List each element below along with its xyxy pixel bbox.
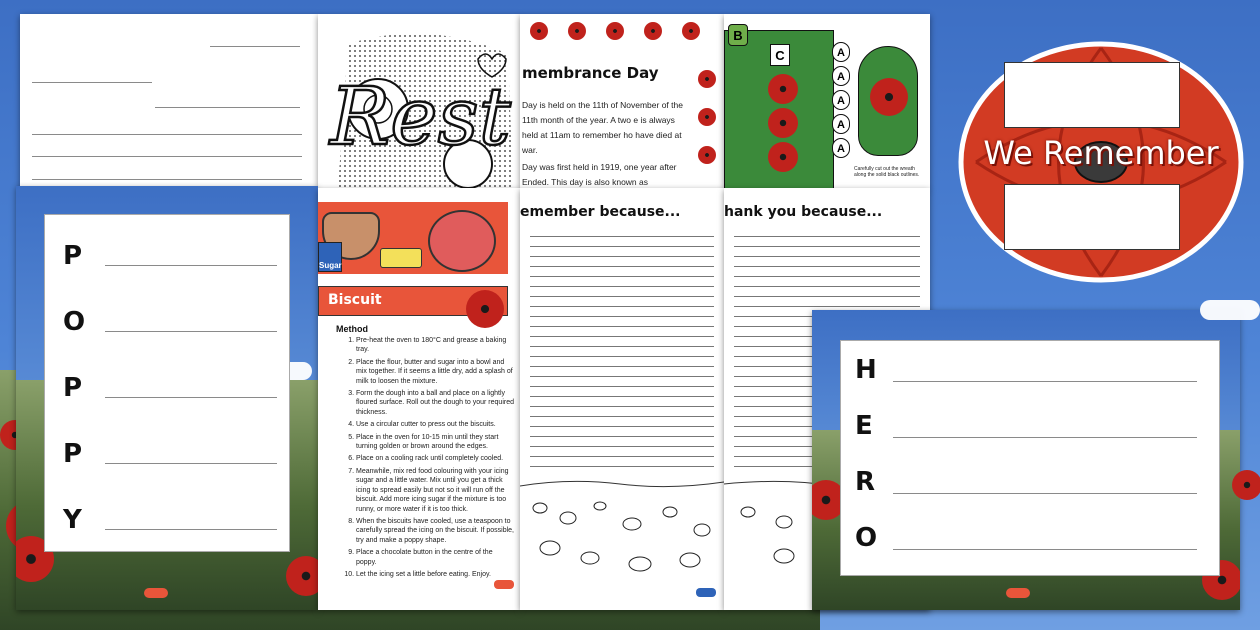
- poppy-acrostic-sheet: [16, 186, 318, 610]
- poppy-icon: [768, 108, 798, 138]
- acrostic-letter: P: [63, 373, 83, 403]
- label-c: C: [770, 44, 790, 66]
- poppy-icon: [870, 78, 908, 116]
- we-remember-poppy-sign: [956, 38, 1246, 286]
- wreath-title: We Remember: [983, 134, 1219, 172]
- acrostic-letter: O: [855, 523, 878, 553]
- acrostic-panel: [840, 340, 1220, 576]
- name-box-bottom: [1004, 184, 1180, 250]
- sugar-bag: Sugar: [318, 242, 342, 272]
- poppy-icon: [530, 22, 548, 40]
- poppy-icon: [606, 22, 624, 40]
- poppy-field-outline-image: [520, 478, 724, 588]
- method-step: 7. Meanwhile, mix red food colouring with your icing sugar and a little water. Mix until you get a thick icing to spread easily but not so it will run off the biscuit. Add more icing sugar if the mixture is too runny, or more water if it is too thick.: [356, 467, 514, 514]
- paragraph-2: Day was first held in 1919, one year after Ended. This day is also known as: [522, 162, 677, 187]
- method-step: 9. Place a chocolate button in the centre of the poppy.: [356, 548, 514, 567]
- remembrance-day-sheet: [520, 14, 724, 189]
- recipe-title: Biscuit: [328, 292, 382, 308]
- twinkl-logo: [1006, 588, 1030, 598]
- label-a: A: [832, 90, 850, 110]
- biscuit-image: [428, 210, 496, 272]
- acrostic-letter: O: [63, 307, 86, 337]
- twinkl-logo: [494, 580, 514, 589]
- colouring-sheet: [318, 14, 520, 189]
- poppy-icon: [644, 22, 662, 40]
- page-title: hank you because...: [724, 204, 883, 220]
- name-box-top: [1004, 62, 1180, 128]
- label-a: A: [832, 138, 850, 158]
- twinkl-logo: [696, 588, 716, 597]
- acrostic-letter: H: [855, 355, 877, 385]
- hero-acrostic-sheet: [812, 310, 1240, 610]
- acrostic-panel: [44, 214, 290, 552]
- acrostic-letter: P: [63, 241, 83, 271]
- poppy-icon: [568, 22, 586, 40]
- acrostic-letter: P: [63, 439, 83, 469]
- biscuit-recipe-sheet: [318, 188, 520, 610]
- method-step: 5. Place in the oven for 10-15 min until they start turning golden or brown around the edges.: [356, 433, 514, 452]
- poppy-icon: [466, 290, 504, 328]
- method-heading: Method: [336, 324, 368, 334]
- method-steps: [346, 336, 514, 582]
- method-step: 1. Pre-heat the oven to 180°C and grease a baking tray.: [356, 336, 514, 355]
- method-step: 8. When the biscuits have cooled, use a teaspoon to carefully spread the icing on the biscuit. If possible, try and make a poppy shape.: [356, 517, 514, 545]
- label-a: A: [832, 66, 850, 86]
- paragraph-1: Day is held on the 11th of November of the 11th month of the year. A two e is always held at 11am to remember ho have died at war.: [522, 100, 683, 155]
- butter-image: [380, 248, 422, 268]
- poppy-icon: [698, 146, 716, 164]
- cutout-caption: Carefully cut out the wreath along the solid black outlines.: [854, 166, 920, 178]
- poppy-icon: [768, 74, 798, 104]
- method-step: 4. Use a circular cutter to press out the biscuits.: [356, 420, 514, 429]
- label-a: A: [832, 114, 850, 134]
- method-step: 2. Place the flour, butter and sugar into a bowl and mix together. If it seems a little dry, add a splash of milk to loosen the mixture.: [356, 358, 514, 386]
- writing-lines-sheet: [20, 14, 318, 189]
- method-step: 6. Place on a cooling rack until completely cooled.: [356, 454, 514, 463]
- poppy-icon: [682, 22, 700, 40]
- poppy-icon: [698, 70, 716, 88]
- acrostic-letter: E: [855, 411, 873, 441]
- acrostic-letter: R: [855, 467, 876, 497]
- colouring-pattern-image: [318, 14, 520, 189]
- page-title: emember because...: [520, 204, 681, 220]
- twinkl-logo: [144, 588, 168, 598]
- poppy-icon: [698, 108, 716, 126]
- poppy-flower: [286, 556, 318, 596]
- poppy-icon: [768, 142, 798, 172]
- label-a: A: [832, 42, 850, 62]
- method-step: 10. Let the icing set a little before eating. Enjoy.: [356, 570, 514, 579]
- label-b: B: [728, 24, 748, 46]
- method-step: 3. Form the dough into a ball and place on a lightly floured surface. Roll out the dough to your required thickness.: [356, 389, 514, 417]
- remember-because-sheet: [520, 188, 724, 610]
- cloud: [1200, 300, 1260, 320]
- svg-text:Rest: Rest: [330, 70, 511, 163]
- wreath-cutout-sheet: [724, 14, 930, 189]
- poppy-flower: [1232, 470, 1260, 500]
- acrostic-letter: Y: [63, 505, 82, 535]
- page-title: membrance Day: [522, 64, 659, 82]
